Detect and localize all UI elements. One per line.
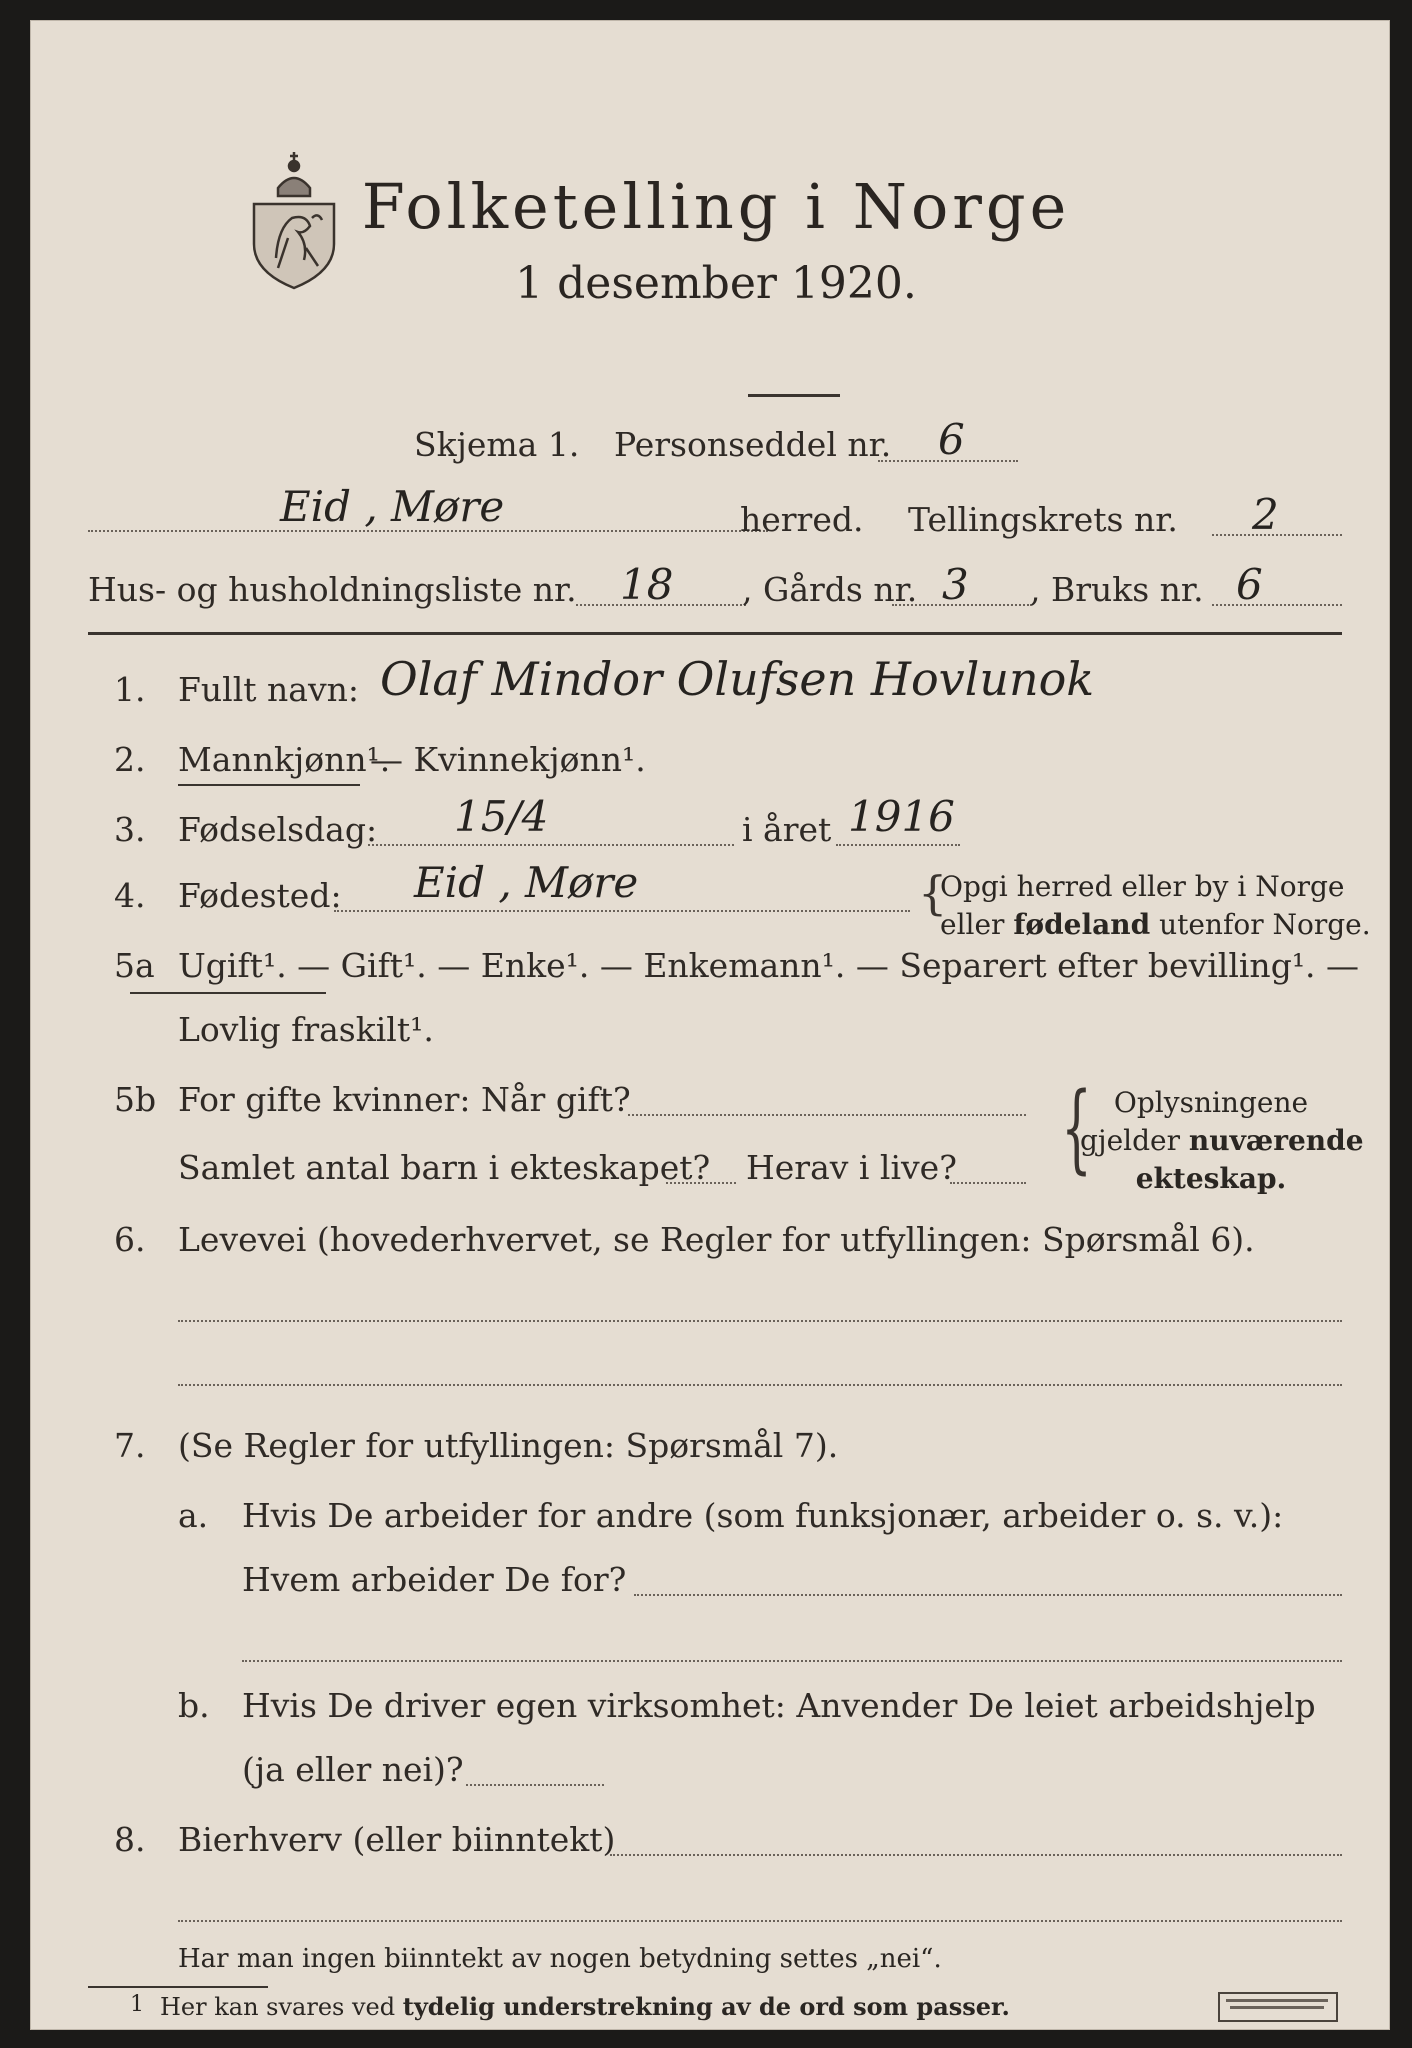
q7a-answer-line2 [242,1660,1342,1662]
title-divider [748,394,840,397]
q3-number: 3. [114,810,146,849]
hus-label: Hus- og husholdningsliste nr. [88,570,577,609]
q4-note-line2 [940,908,1371,941]
q5a-number: 5a [114,946,155,985]
gards-label: , Gårds nr. [742,570,918,609]
footnote-text-a: Her kan svares ved [160,1993,396,2021]
q4-brace: { [918,866,948,920]
footnote-mark: 1 [130,1992,144,2017]
q5b-note-nuvaerende: nuværende [1188,1124,1364,1157]
q7a-who-label: Hvem arbeider De for? [242,1560,627,1599]
footnote-rule [88,1986,268,1988]
footnote-text [160,1992,1010,2021]
personseddel-value: 6 [938,415,965,464]
q8-answer-line2 [178,1920,1342,1922]
q3-year-underline [836,844,960,846]
hus-value: 18 [620,560,674,609]
q7a-label: Hvis De arbeider for andre (som funksjonær, arbeider o. s. v.): [242,1496,1284,1535]
q3-value: 15/4 [454,792,549,841]
q5b-label: For gifte kvinner: Når gift? [178,1080,631,1119]
printer-stamp-icon [1218,1992,1338,2022]
herred-label: herred. [740,500,864,539]
q5b-note-line1: Oplysningene [1113,1086,1309,1119]
herred-value: Eid , Møre [280,482,505,531]
q8-underline [610,1854,1342,1856]
q7a-number: a. [178,1496,209,1535]
q7a-who-underline [634,1594,1342,1596]
form-title: Folketelling i Norge [361,170,1071,243]
skjema-label: Skjema 1. [414,425,580,464]
q6-answer-line2 [178,1384,1342,1386]
q5b-note-line3: ekteskap. [1135,1162,1287,1195]
income-note: Har man ingen biinntekt av nogen betydning settes „nei“. [178,1944,942,1974]
q5a-options: Ugift¹. — Gift¹. — Enke¹. — Enkemann¹. — Separert efter bevilling¹. — [178,946,1360,985]
q7-number: 7. [114,1426,146,1465]
q5b-underline [628,1114,1026,1116]
q3-year-label: i året [742,810,832,849]
q5b-number: 5b [114,1080,157,1119]
q7-label: (Se Regler for utfyllingen: Spørsmål 7). [178,1426,839,1465]
q1-label: Fullt navn: [178,670,359,709]
q4-note-fodeland: fødeland [1013,908,1151,941]
q3-label: Fødselsdag: [178,810,378,849]
q5b-note-line2 [1080,1124,1364,1157]
q6-label: Levevei (hovederhvervet, se Regler for utfyllingen: Spørsmål 6). [178,1220,1255,1259]
q5b-alive-label: Herav i live? [746,1148,957,1187]
form-date: 1 desember 1920. [515,258,917,309]
q2-male: Mannkjønn¹. [178,740,391,779]
q4-note-utenfor: utenfor Norge. [1159,908,1371,941]
q6-answer-line1 [178,1320,1342,1322]
q2-male-underline [178,784,360,786]
q6-number: 6. [114,1220,146,1259]
bruks-underline [1212,604,1342,606]
q4-label: Fødested: [178,876,342,915]
q4-note-line1: Opgi herred eller by i Norge [940,870,1345,903]
q7b-label: Hvis De driver egen virksomhet: Anvender De leiet arbeidshjelp [242,1686,1316,1725]
bruks-value: 6 [1236,560,1263,609]
q5a-options-cont: Lovlig fraskilt¹. [178,1010,434,1049]
q2-number: 2. [114,740,146,779]
q1-value: Olaf Mindor Olufsen Hovlunok [380,652,1095,706]
q7b-yesno-underline [466,1784,604,1786]
footnote-text-b: tydelig understrekning av de ord som passer. [402,1992,1010,2021]
q8-number: 8. [114,1820,146,1859]
q5b-children-underline [666,1182,736,1184]
header-rule [88,632,1342,635]
q4-underline [334,910,910,912]
q5b-note-gjelder: gjelder [1080,1124,1181,1157]
personseddel-label: Personseddel nr. [614,425,892,464]
q1-number: 1. [114,670,146,709]
tellingskrets-value: 2 [1252,490,1279,539]
q8-label: Bierhverv (eller biinntekt) [178,1820,616,1859]
q3-underline [368,844,734,846]
q5b-brace: { [1061,1072,1092,1184]
gards-value: 3 [942,560,969,609]
q5b-alive-underline [950,1182,1026,1184]
q4-value: Eid , Møre [414,858,639,907]
q3-year-value: 1916 [848,792,955,841]
q5b-children-label: Samlet antal barn i ekteskapet? [178,1148,711,1187]
q4-note-eller: eller [940,908,1005,941]
census-form-sheet [30,20,1390,2030]
q7b-number: b. [178,1686,210,1725]
q4-number: 4. [114,876,146,915]
q2-female: — Kvinnekjønn¹. [370,740,646,779]
bruks-label: , Bruks nr. [1030,570,1204,609]
q7b-yesno-label: (ja eller nei)? [242,1750,464,1789]
q5a-ugift-underline [130,992,326,994]
tellingskrets-label: Tellingskrets nr. [908,500,1178,539]
